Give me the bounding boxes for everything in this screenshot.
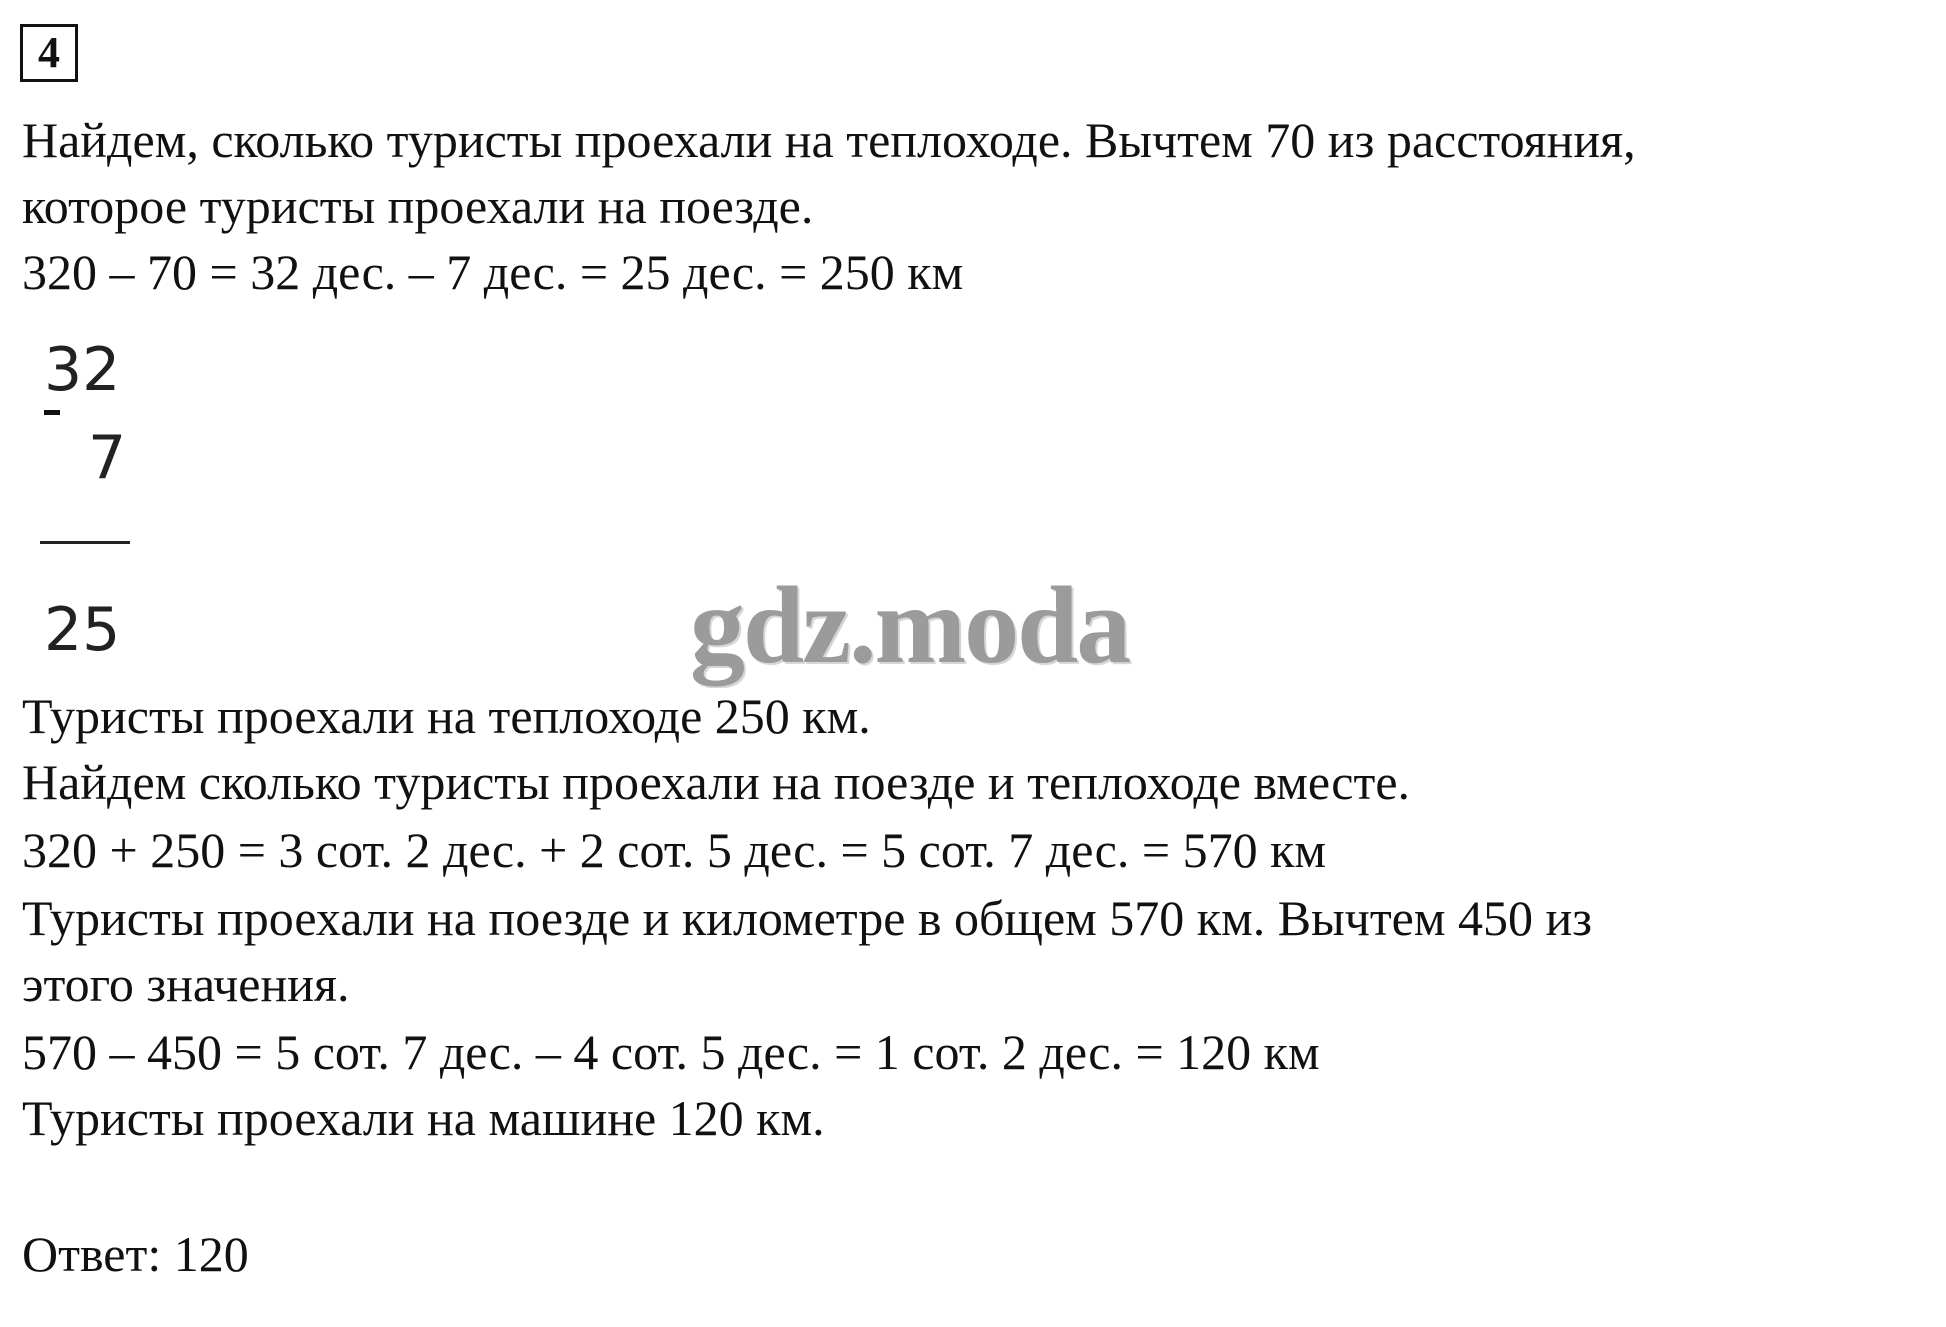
text-line-1: Найдем, сколько туристы проехали на теплоходе. Вычтем 70 из расстояния, [22, 112, 1636, 168]
watermark-text: gdz.moda [690, 564, 1130, 686]
column-minus-sign [44, 410, 60, 415]
text-line-3: 320 – 70 = 32 дес. – 7 дес. = 25 дес. = 250 км [22, 244, 964, 300]
text-line-2: которое туристы проехали на поезде. [22, 178, 814, 234]
text-line-9: 570 – 450 = 5 сот. 7 дес. – 4 сот. 5 дес. = 1 сот. 2 дес. = 120 км [22, 1024, 1320, 1080]
column-minuend: 32 [44, 335, 121, 405]
answer-line: Ответ: 120 [22, 1226, 249, 1282]
text-line-10: Туристы проехали на машине 120 км. [22, 1090, 825, 1146]
column-result: 25 [44, 595, 121, 665]
text-line-4: Туристы проехали на теплоходе 250 км. [22, 688, 871, 744]
task-number-box: 4 [20, 24, 78, 82]
text-line-5: Найдем сколько туристы проехали на поезде и теплоходе вместе. [22, 754, 1411, 810]
text-line-8: этого значения. [22, 956, 350, 1012]
column-rule [40, 541, 130, 544]
text-line-6: 320 + 250 = 3 сот. 2 дес. + 2 сот. 5 дес. = 5 сот. 7 дес. = 570 км [22, 822, 1327, 878]
text-line-7: Туристы проехали на поезде и километре в общем 570 км. Вычтем 450 из [22, 890, 1593, 946]
column-subtrahend: 7 [88, 423, 127, 493]
